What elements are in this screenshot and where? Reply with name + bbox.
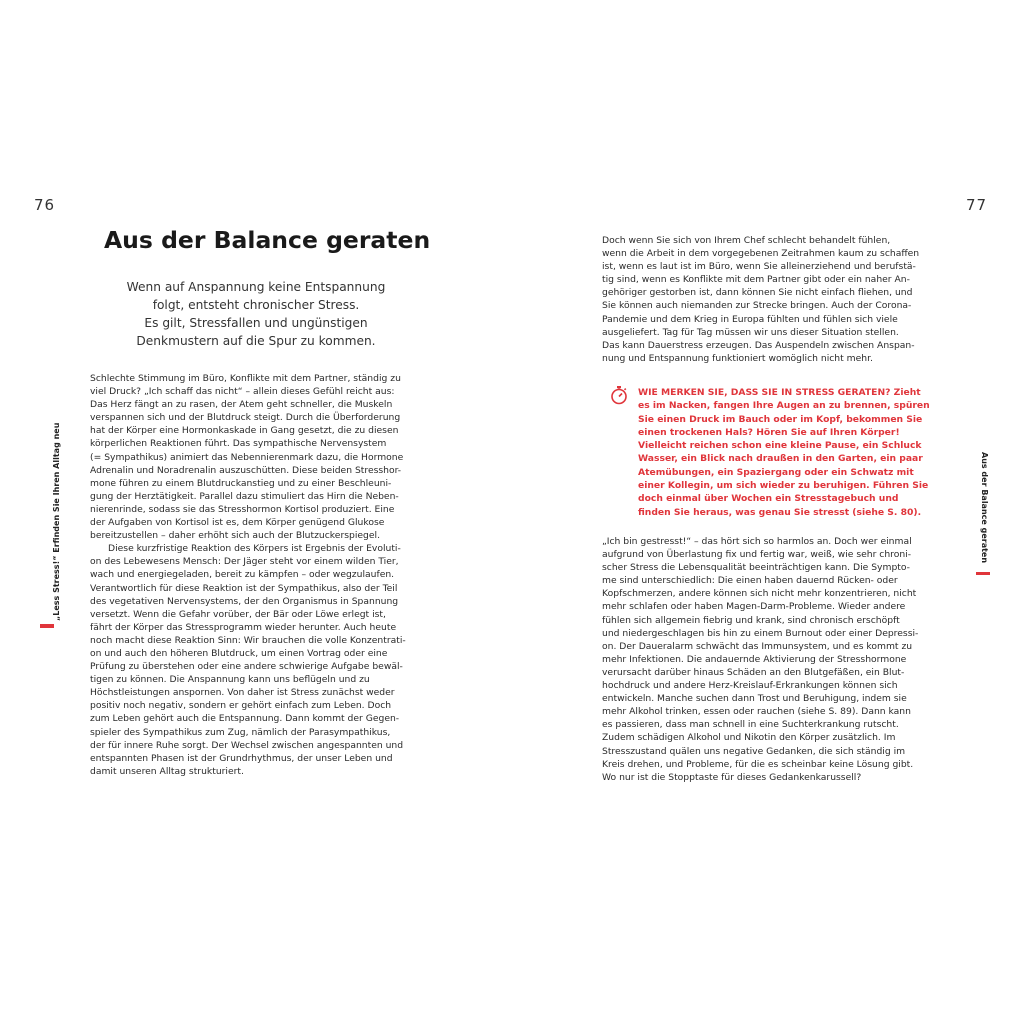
text-line: Zudem schädigen Alkohol und Nikotin den Körper zusätzlich. Im xyxy=(602,732,896,744)
tip-line: doch einmal über Wochen ein Stresstagebuch und xyxy=(638,493,899,505)
text-line: ausgeliefert. Tag für Tag müssen wir uns dieser Situation stellen. xyxy=(602,326,899,338)
text-line: Sie können auch niemanden zur Strecke bringen. Auch der Corona- xyxy=(602,300,912,312)
text-line: (= Sympathikus) animiert das Nebennierenmark dazu, die Hormone xyxy=(90,451,404,463)
stress-tip-box xyxy=(638,386,938,519)
text-line: noch macht diese Reaktion Sinn: Wir brauchen die volle Konzentrati- xyxy=(90,634,406,646)
text-line: der Aufgaben von Kortisol ist es, dem Körper genügend Glukose xyxy=(90,517,385,529)
text-line: hat der Körper eine Hormonkaskade in Gang gesetzt, die zu diesen xyxy=(90,425,399,437)
text-line: Pandemie und dem Krieg in Europa fühlten und fühlen sich viele xyxy=(602,313,898,325)
text-line: hochdruck und andere Herz-Kreislauf-Erkrankungen können sich xyxy=(602,680,898,692)
text-line: mone führen zu einem Blutdruckanstieg und zu einer Beschleuni- xyxy=(90,477,392,489)
text-line: mehr Alkohol trinken, essen oder rauchen (siehe S. 89). Dann kann xyxy=(602,706,911,718)
text-line: Prüfung zu überstehen oder eine andere schwierige Aufgabe bewäl- xyxy=(90,661,403,673)
text-line: fühlen sich allgemein fiebrig und krank, sind chronisch erschöpft xyxy=(602,614,900,626)
right-body-text-bottom xyxy=(602,535,937,784)
text-line: Adrenalin und Noradrenalin auszuschütten. Diese beiden Stresshor- xyxy=(90,464,402,476)
text-line: tigen zu können. Die Anspannung kann uns beflügeln und zu xyxy=(90,674,370,686)
subtitle-line: Wenn auf Anspannung keine Entspannung xyxy=(126,280,386,294)
tip-line: Atemübungen, ein Spaziergang oder ein Schwatz mit xyxy=(638,466,914,478)
text-line: Doch wenn Sie sich von Ihrem Chef schlecht behandelt fühlen, xyxy=(602,235,891,246)
text-line: positiv noch negativ, sondern er gehört einfach zum Leben. Doch xyxy=(90,700,392,712)
page-number-right: 77 xyxy=(966,196,988,214)
chapter-subtitle xyxy=(106,278,406,350)
text-line: nung und Entspannung funktioniert womöglich nicht mehr. xyxy=(602,352,873,364)
text-line: gehöriger gestorben ist, dann können Sie nicht einfach fliehen, und xyxy=(602,287,913,299)
text-line: wach und energiegeladen, bereit zu kämpfen – oder wegzulaufen. xyxy=(90,569,395,581)
stopwatch-icon xyxy=(610,385,628,405)
text-line: Verantwortlich für diese Reaktion ist der Sympathikus, also der Teil xyxy=(90,582,398,594)
subtitle-line: Es gilt, Stressfallen und ungünstigen xyxy=(144,316,368,330)
text-line: tig sind, wenn es Konflikte mit dem Partner gibt oder ein naher An- xyxy=(602,274,910,286)
text-line: zum Leben gehört auch die Entspannung. Dann kommt der Gegen- xyxy=(90,713,400,725)
text-line: gung der Herztätigkeit. Parallel dazu stimuliert das Hirn die Neben- xyxy=(90,490,399,502)
text-line: Stresszustand quälen uns negative Gedanken, die sich ständig im xyxy=(602,745,906,757)
text-line: versetzt. Wenn die Gefahr vorüber, der Bär oder Löwe erlegt ist, xyxy=(90,608,386,620)
text-line: verursacht darüber hinaus Schäden an den Blutgefäßen, ein Blut- xyxy=(602,666,905,678)
text-line: me sind unterschiedlich: Die einen haben dauernd Rücken- oder xyxy=(602,575,898,587)
text-line: mehr schlafen oder haben Magen-Darm-Probleme. Wieder andere xyxy=(602,601,906,613)
text-line: entwickeln. Manche suchen dann Trost und Beruhigung, indem sie xyxy=(602,693,907,705)
text-line: aufgrund von Überlastung fix und fertig war, weiß, wie sehr chroni- xyxy=(602,549,912,561)
text-line: und niedergeschlagen bis hin zu einem Burnout oder einer Depressi- xyxy=(602,627,919,639)
text-line: mehr Infektionen. Die andauernde Aktivierung der Stresshormone xyxy=(602,653,907,665)
page-number-left: 76 xyxy=(34,196,56,214)
subtitle-line: Denkmustern auf die Spur zu kommen. xyxy=(136,334,376,348)
tip-line: Sie einen Druck im Bauch oder im Kopf, bekommen Sie xyxy=(638,413,923,425)
text-line: der für innere Ruhe sorgt. Der Wechsel zwischen angespannten und xyxy=(90,739,404,751)
text-line: Kreis drehen, und Probleme, für die es scheinbar keine Lösung gibt. xyxy=(602,758,914,770)
tip-line: Vielleicht reichen schon eine kleine Pause, ein Schluck xyxy=(638,440,922,452)
text-line: on des Lebewesens Mensch: Der Jäger steht vor einem wilden Tier, xyxy=(90,556,399,568)
text-line: bereitzustellen – daher erhöht sich auch der Blutzuckerspiegel. xyxy=(90,530,381,542)
side-label-right xyxy=(976,452,992,572)
text-line: Das Herz fängt an zu rasen, der Atem geht schneller, die Muskeln xyxy=(90,399,393,411)
text-line: on. Der Daueralarm schwächt das Immunsystem, und es kommt zu xyxy=(602,640,913,652)
text-line: des vegetativen Nervensystems, der den Organismus in Spannung xyxy=(90,595,399,607)
text-line: Das kann Dauerstress erzeugen. Das Auspendeln zwischen Anspan- xyxy=(602,339,915,351)
text-line: ist, wenn es laut ist im Büro, wenn Sie alleinerziehend und berufstä- xyxy=(602,261,916,273)
text-line: Diese kurzfristige Reaktion des Körpers ist Ergebnis der Evoluti- xyxy=(108,543,401,555)
tip-line: einen trockenen Hals? Hören Sie auf Ihren Körper! xyxy=(638,426,900,438)
text-line: Schlechte Stimmung im Büro, Konflikte mit dem Partner, ständig zu xyxy=(90,373,401,384)
text-line: fährt der Körper das Stressprogramm wieder herunter. Auch heute xyxy=(90,621,397,633)
side-label-right-text: Aus der Balance geraten xyxy=(980,452,989,564)
text-line: körperlichen Reaktionen führt. Das sympathische Nervensystem xyxy=(90,438,387,450)
side-label-left-bar xyxy=(40,624,54,628)
side-label-left-text: „Less Stress!“ Erfinden Sie Ihren Alltag neu xyxy=(52,422,61,621)
text-line: Wo nur ist die Stopptaste für dieses Gedankenkarussell? xyxy=(602,771,862,783)
text-line: entspannten Phasen ist der Grundrhythmus, der unser Leben und xyxy=(90,752,393,764)
tip-line: finden Sie heraus, was genau Sie stresst (siehe S. 80). xyxy=(638,506,922,518)
tip-line: es im Nacken, fangen Ihre Augen an zu brennen, spüren xyxy=(638,400,930,412)
text-line: Höchstleistungen anspornen. Von daher ist Stress zunächst weder xyxy=(90,687,395,699)
text-line: wenn die Arbeit in dem vorgegebenen Zeitrahmen kaum zu schaffen xyxy=(602,248,920,260)
text-line: viel Druck? „Ich schaff das nicht“ – allein dieses Gefühl reicht aus: xyxy=(90,386,395,398)
text-line: damit unseren Alltag strukturiert. xyxy=(90,765,244,777)
text-line: on und auch den höheren Blutdruck, um einen Vortrag oder eine xyxy=(90,647,388,659)
text-line: spieler des Sympathikus zum Zug, nämlich der Parasympathikus, xyxy=(90,726,391,738)
right-body-text-top xyxy=(602,234,937,365)
text-line: verspannen sich und der Blutdruck steigt. Durch die Überforderung xyxy=(90,412,401,424)
text-line: scher Stress die Lebensqualität beeinträchtigen kann. Die Sympto- xyxy=(602,562,910,574)
chapter-title: Aus der Balance geraten xyxy=(104,226,431,254)
text-line: „Ich bin gestresst!“ – das hört sich so harmlos an. Doch wer einmal xyxy=(602,536,912,547)
tip-line: Wasser, ein Blick nach draußen in den Garten, ein paar xyxy=(638,453,923,465)
tip-line: einer Kollegin, um sich wieder zu beruhigen. Führen Sie xyxy=(638,480,929,492)
text-line: nierenrinde, sodass sie das Stresshormon Kortisol produziert. Eine xyxy=(90,503,395,515)
subtitle-line: folgt, entsteht chronischer Stress. xyxy=(152,298,360,312)
text-line: Kopfschmerzen, andere können sich nicht mehr konzentrieren, nicht xyxy=(602,588,917,600)
text-line: es passieren, dass man schnell in eine Suchterkrankung rutscht. xyxy=(602,719,899,731)
tip-line: WIE MERKEN SIE, DASS SIE IN STRESS GERATEN? Zieht xyxy=(638,387,921,398)
left-body-text xyxy=(90,372,430,778)
side-label-left xyxy=(40,408,61,622)
side-label-right-bar xyxy=(976,572,990,575)
